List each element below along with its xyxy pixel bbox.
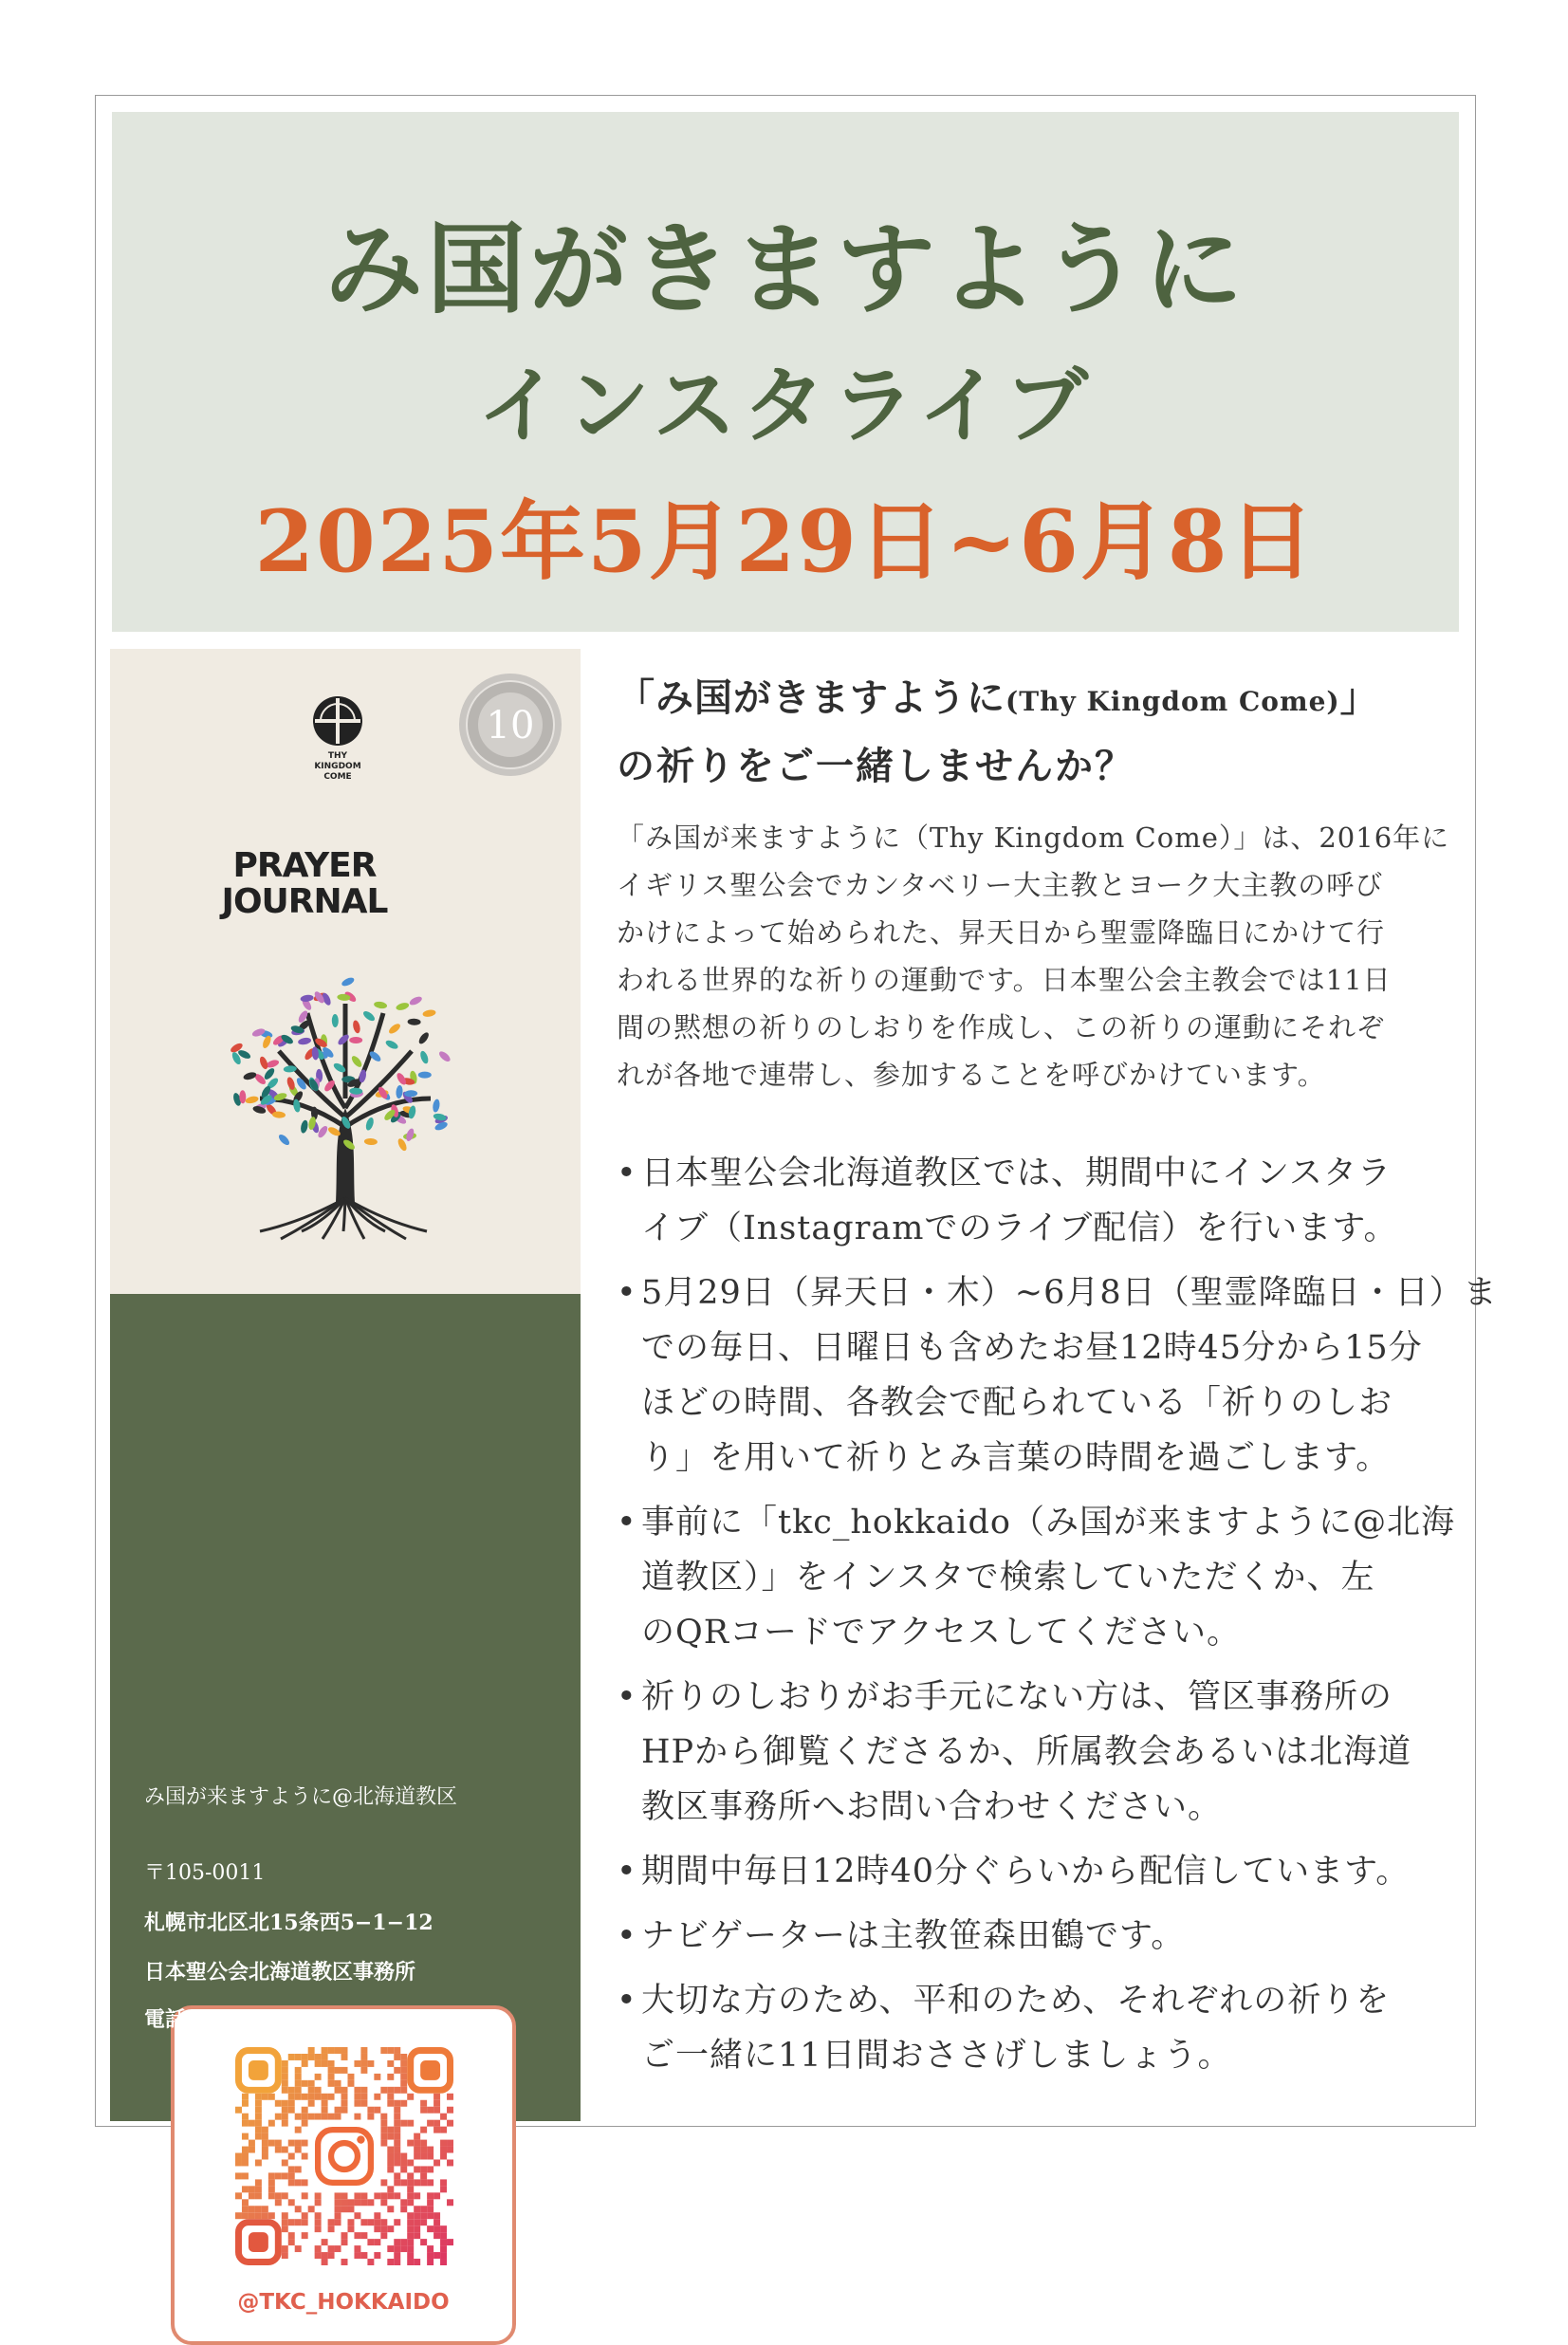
bullet-continuation: り」を用いて祈りとみ言葉の時間を過ごします。	[641, 1439, 1391, 1477]
intro-line: 「み国が来ますように（Thy Kingdom Come）」は、2016年に	[617, 822, 1450, 854]
bullet-item: • 事前に「tkc_hokkaido（み国が来ますように@北海	[617, 1504, 1455, 1542]
intro-line: れが各地で連帯し、参加することを呼びかけています。	[617, 1059, 1326, 1091]
bullet-continuation: ご一緒に11日間おささげしましょう。	[641, 2037, 1232, 2075]
bullet-continuation: 道教区）」をインスタで検索していただくか、左	[641, 1559, 1375, 1597]
bullet-continuation: での毎日、日曜日も含めたお昼12時45分から15分	[641, 1329, 1423, 1367]
main-title: み国がきますように	[323, 212, 1246, 327]
prayer-journal-cover	[110, 649, 581, 1294]
contact-panel	[110, 1294, 581, 2315]
intro-line: 間の黙想の祈りのしおりを作成し、この祈りの運動にそれぞ	[617, 1011, 1386, 1043]
prayer-journal-title: PRAYER JOURNAL	[221, 846, 388, 921]
bullet-item: • 5月29日（昇天日・木）~6月8日（聖霊降臨日・日）ま	[617, 1274, 1498, 1312]
intro-line: かけによって始められた、昇天日から聖霊降臨日にかけて行	[617, 916, 1386, 949]
bullet-continuation: ほどの時間、各教会で配られている「祈りのしお	[641, 1384, 1393, 1422]
bullet-item: • 祈りのしおりがお手元にない方は、管区事務所の	[617, 1678, 1393, 1716]
subtitle: インスタライブ	[476, 357, 1095, 454]
bullet-item: • 日本聖公会北海道教区では、期間中にインスタラ	[617, 1154, 1392, 1192]
bullet-item: • 大切な方のため、平和のため、それぞれの祈りを	[617, 1982, 1391, 2020]
qr-code-card[interactable]	[171, 2005, 516, 2345]
instagram-handle: @TKC_HOKKAIDO	[237, 2290, 450, 2315]
anniversary-badge-icon	[457, 672, 563, 778]
bullet-continuation: 教区事務所へお問い合わせください。	[641, 1788, 1223, 1826]
address: 札幌市北区北15条西5−1−12	[144, 1911, 434, 1935]
bullet-continuation: のQRコードでアクセスしてください。	[641, 1614, 1241, 1652]
intro-line: われる世界的な祈りの運動です。日本聖公会主教会では11日	[617, 964, 1392, 996]
instagram-icon	[308, 2120, 381, 2193]
left-column	[110, 649, 581, 2315]
intro-paragraph	[617, 814, 1476, 1099]
title-banner	[112, 112, 1459, 632]
contact-name: み国が来ますように@北海道教区	[144, 1785, 458, 1809]
postal-code: 〒105-0011	[144, 1861, 266, 1885]
phone: 電話：011-717-8181	[144, 2007, 370, 2032]
event-dates: 2025年5月29日~6月8日	[254, 491, 1317, 592]
office-name: 日本聖公会北海道教区事務所	[144, 1960, 416, 1985]
section-heading-line2: の祈りをご一緒しませんか？	[617, 744, 1134, 788]
logo-text: THY KINGDOM COME	[314, 751, 361, 782]
bullet-item: • 期間中毎日12時40分ぐらいから配信しています。	[617, 1853, 1411, 1891]
intro-line: イギリス聖公会でカンタベリー大主教とヨーク大主教の呼び	[617, 869, 1384, 901]
svg-text:10: 10	[486, 704, 535, 748]
bullet-continuation: HPから御覧くださるか、所属教会あるいは北海道	[641, 1733, 1412, 1771]
thy-kingdom-come-logo-icon	[311, 694, 364, 748]
bullet-list	[617, 1146, 1498, 2083]
tree-illustration	[203, 966, 488, 1250]
bullet-item: • ナビゲーターは主教笹森田鶴です。	[617, 1917, 1186, 1955]
qr-code[interactable]	[235, 2047, 453, 2265]
section-heading-line1: 「み国がきますように(Thy Kingdom Come)」	[617, 675, 1379, 720]
bullet-continuation: イブ（Instagramでのライブ配信）を行います。	[641, 1209, 1398, 1247]
